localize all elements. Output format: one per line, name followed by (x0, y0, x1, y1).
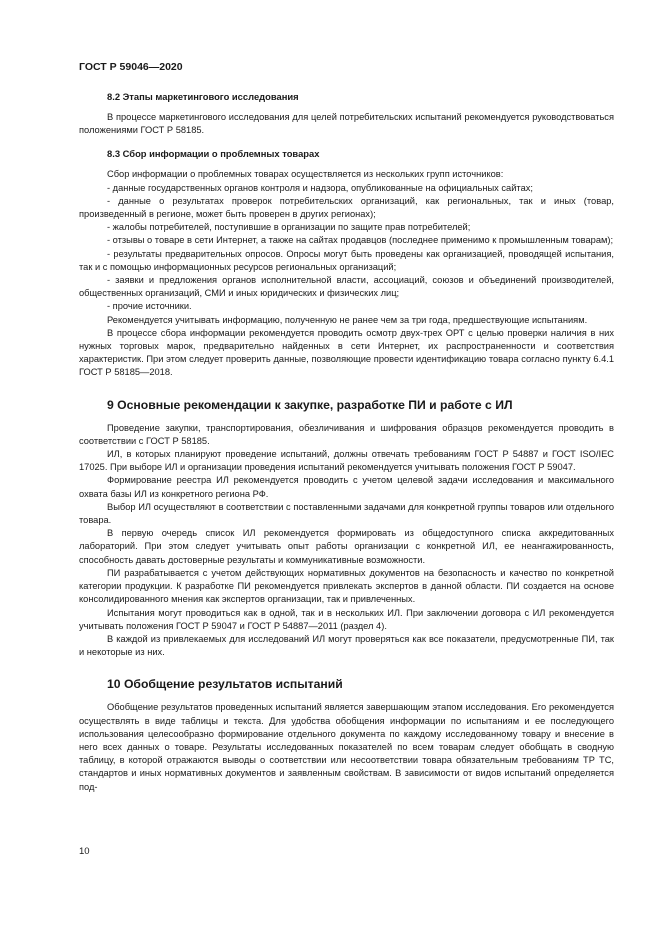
paragraph: Проведение закупки, транспортирования, обезличивания и шифрования образцов рекомендуется проводить в соответствии с ГОСТ Р 58185. (79, 422, 614, 446)
paragraph: В первую очередь список ИЛ рекомендуется формировать из общедоступного списка аккредитованных лабораторий. При этом следует учитывать опыт работы организации с конкретной ИЛ, ее неангажированность, способность давать достоверные результаты и коммуникативные возможности. (79, 528, 614, 565)
paragraph: В каждой из привлекаемых для исследований ИЛ могут проверяться как все показатели, предусмотренные ПИ, так и некоторые из них. (79, 633, 614, 658)
document-header: ГОСТ Р 59046—2020 (79, 61, 183, 73)
list-item: - жалобы потребителей, поступившие в организации по защите прав потребителей; (107, 222, 471, 233)
document-body (79, 91, 614, 794)
list-item: - заявки и предложения органов исполнительной власти, ассоциаций, союзов и объединений производителей, общественных организаций, СМИ и иных юридических и физических лиц; (79, 275, 614, 299)
paragraph: Формирование реестра ИЛ рекомендуется проводить с учетом целевой задачи исследования и максимального охвата базы ИЛ из конкретного региона РФ. (79, 475, 614, 499)
list-item: - отзывы о товаре в сети Интернет, а также на сайтах продавцов (последнее применимо к промышленным товарам); (107, 235, 614, 246)
paragraph: Обобщение результатов проведенных испытаний является завершающим этапом исследования. Его рекомендуется осуществлять в виде таблицы и текста. Для удобства обобщения информации по испытаниям и ее последующего использования целесообразно формирование отдельного документа по каждому исследованному товару и внесение в него всех данных о товаре. Результаты исследованных показателей по всем товарам следует обобщать в сводную таблицу, в которой отражаются выводы о соответствии или несоответствии товара обязательным требованиям ТР ТС, стандартов и иных нормативных документов и заявленным свойствам. В зависимости от видов испытаний определяется под- (79, 702, 614, 792)
paragraph: Рекомендуется учитывать информацию, полученную не ранее чем за три года, предшествующие испытаниям. (107, 314, 588, 325)
paragraph: ИЛ, в которых планируют проведение испытаний, должны отвечать требованиям ГОСТ Р 54887 и ГОСТ ISO/IEC 17025. При выборе ИЛ и организации проведения испытаний рекомендуется учитывать положения ГОСТ Р 59047. (79, 449, 614, 473)
paragraph: В процессе маркетингового исследования для целей потребительских испытаний рекомендуется руководствоваться положениями ГОСТ Р 58185. (79, 112, 614, 136)
paragraph: ПИ разрабатывается с учетом действующих нормативных документов на безопасность и качество по конкретной категории продукции. К разработке ПИ рекомендуется привлекать экспертов в данной области. ПИ создается на основе консолидированного мнения как экспертов организации, так и привлеченных. (79, 567, 614, 605)
section-10-title: 10 Обобщение результатов испытаний (107, 677, 343, 692)
paragraph: В процессе сбора информации рекомендуется проводить осмотр двух-трех ОРТ с целью проверки наличия в них нужных торговых марок, предварительно найденных в сети Интернет, их распространенности и соответствия характеристик. При этом следует проверить данные, позволяющие провести идентификацию товара согласно пункту 6.4.1 ГОСТ Р 58185—2018. (79, 327, 614, 378)
section-9-title: 9 Основные рекомендации к закупке, разработке ПИ и работе с ИЛ (107, 397, 513, 412)
list-item: - данные государственных органов контроля и надзора, опубликованные на официальных сайтах; (107, 182, 533, 193)
page-number: 10 (79, 846, 90, 857)
list-item: - результаты предварительных опросов. Опросы могут быть проведены как организацией, проводящей испытания, так и с помощью информационных ресурсов региональных организаций; (79, 248, 614, 272)
paragraph: Испытания могут проводиться как в одной, так и в нескольких ИЛ. При заключении договора с ИЛ рекомендуется учитывать положения ГОСТ Р 59047 и ГОСТ Р 54887—2011 (раздел 4). (79, 607, 614, 631)
list-item: - данные о результатах проверок потребительских организаций, как региональных, так и иных (товар, произведенный в регионе, может быть проверен в других регионах); (79, 195, 614, 220)
paragraph: Сбор информации о проблемных товарах осуществляется из нескольких групп источников: (107, 169, 504, 180)
list-item: - прочие источники. (107, 301, 192, 312)
section-8-3-title: 8.3 Сбор информации о проблемных товарах (107, 148, 320, 160)
section-8-2-title: 8.2 Этапы маркетингового исследования (107, 91, 299, 102)
paragraph: Выбор ИЛ осуществляют в соответствии с поставленными задачами для конкретной группы товаров или отдельного товара. (79, 501, 614, 526)
